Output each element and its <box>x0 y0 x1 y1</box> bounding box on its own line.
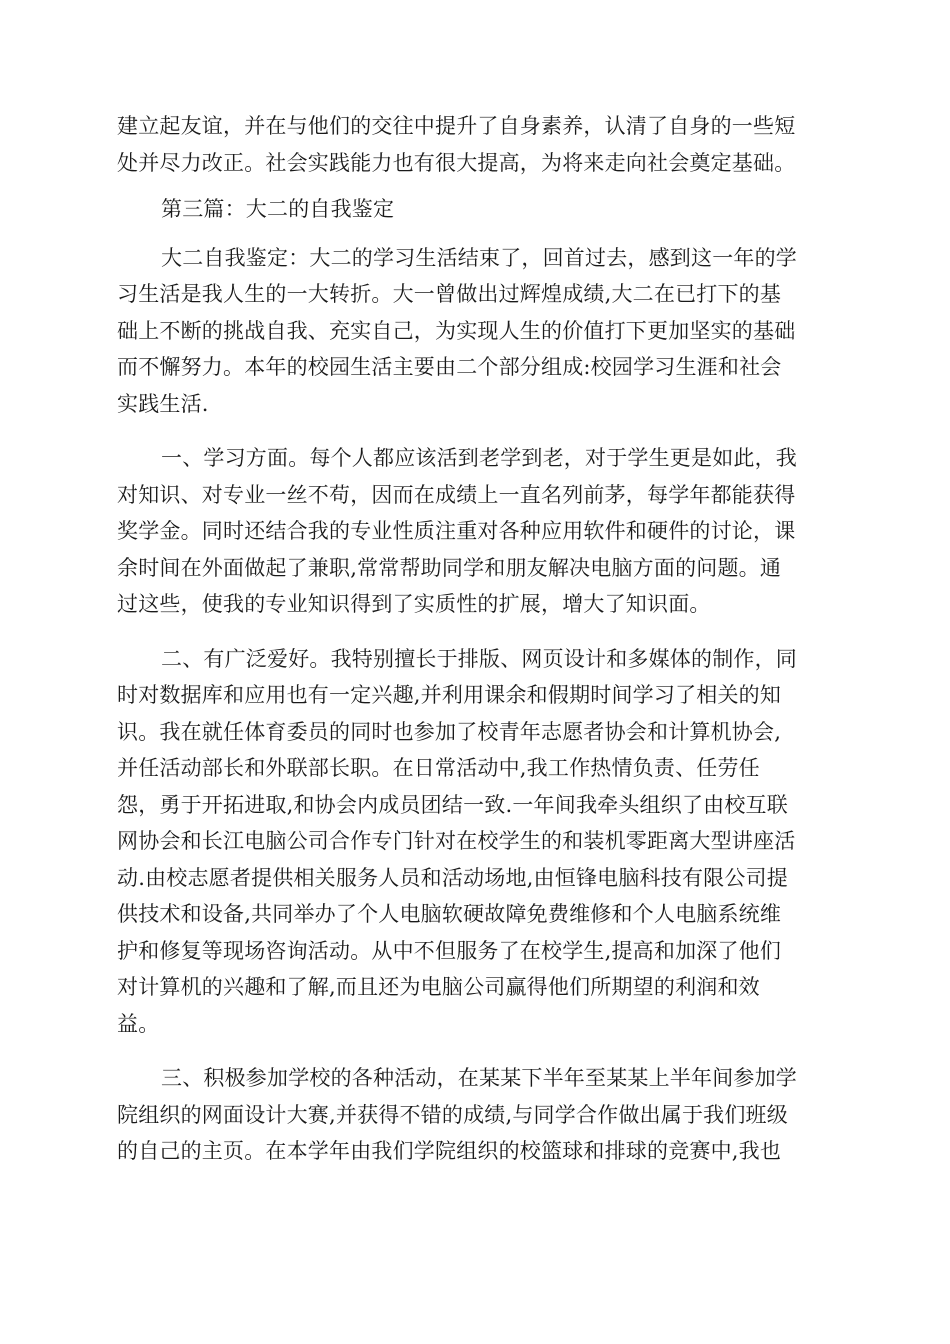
paragraph-hobbies <box>117 641 833 1043</box>
text-line: 而不懈努力。本年的校园生活主要由二个部分组成:校园学习生涯和社会 <box>117 355 782 379</box>
text-line: 余时间在外面做起了兼职,常常帮助同学和朋友解决电脑方面的问题。通 <box>117 555 782 580</box>
text-line: 大二自我鉴定：大二的学习生活结束了，回首过去，感到这一年的学 <box>161 245 797 270</box>
text-line: 网协会和长江电脑公司合作专门针对在校学生的和装机零距离大型讲座活 <box>117 829 796 853</box>
section-heading: 第三篇：大二的自我鉴定 <box>161 197 395 221</box>
document-body <box>117 108 833 1188</box>
text-line: 院组织的网面设计大赛,并获得不错的成绩,与同学合作做出属于我们班级 <box>117 1102 788 1127</box>
text-line: 对计算机的兴趣和了解,而且还为电脑公司赢得他们所期望的利润和效 <box>117 975 760 999</box>
text-line: 怨，勇于开拓进取,和协会内成员团结一致.一年间我牵头组织了由校互联 <box>117 792 788 817</box>
text-line: 础上不断的挑战自我、充实自己，为实现人生的价值打下更加坚实的基础 <box>117 318 796 343</box>
text-line: 供技术和设备,共同举办了个人电脑软硬故障免费维修和个人电脑系统维 <box>117 902 782 926</box>
paragraph-study <box>117 440 833 623</box>
text-line: 一、学习方面。每个人都应该活到老学到老，对于学生更是如此，我 <box>161 446 797 470</box>
text-line: 并任活动部长和外联部长职。在日常活动中,我工作热情负责、任劳任 <box>117 756 760 780</box>
text-line: 的自己的主页。在本学年由我们学院组织的校篮球和排球的竞赛中,我也 <box>117 1139 782 1163</box>
paragraph-activities <box>117 1060 833 1170</box>
text-line: 二、有广泛爱好。我特别擅长于排版、网页设计和多媒体的制作，同 <box>161 646 797 671</box>
text-line: 对知识、对专业一丝不苟，因而在成绩上一直名列前茅，每学年都能获得 <box>117 482 796 507</box>
text-line: 奖学金。同时还结合我的专业性质注重对各种应用软件和硬件的讨论，课 <box>117 519 796 543</box>
text-line: 过这些，使我的专业知识得到了实质性的扩展，增大了知识面。 <box>117 592 711 616</box>
text-line: 护和修复等现场咨询活动。从中不但服务了在校学生,提高和加深了他们 <box>117 938 782 963</box>
text-line: 处并尽力改正。社会实践能力也有很大提高，为将来走向社会奠定基础。 <box>117 150 796 175</box>
text-line: 识。我在就任体育委员的同时也参加了校青年志愿者协会和计算机协会, <box>117 719 782 744</box>
text-line: 建立起友谊，并在与他们的交往中提升了自身素养，认清了自身的一些短 <box>117 114 796 138</box>
text-line: 益。 <box>117 1011 160 1036</box>
text-line: 习生活是我人生的一大转折。大一曾做出过辉煌成绩,大二在已打下的基 <box>117 282 782 306</box>
text-line: 时对数据库和应用也有一定兴趣,并利用课余和假期时间学习了相关的知 <box>117 683 782 707</box>
text-line: 实践生活. <box>117 391 209 416</box>
continued-paragraph <box>117 108 833 181</box>
paragraph-self-assessment <box>117 240 833 423</box>
text-line: 动.由校志愿者提供相关服务人员和活动场地,由恒锋电脑科技有限公司提 <box>117 865 788 890</box>
text-line: 三、积极参加学校的各种活动，在某某下半年至某某上半年间参加学 <box>161 1066 797 1090</box>
